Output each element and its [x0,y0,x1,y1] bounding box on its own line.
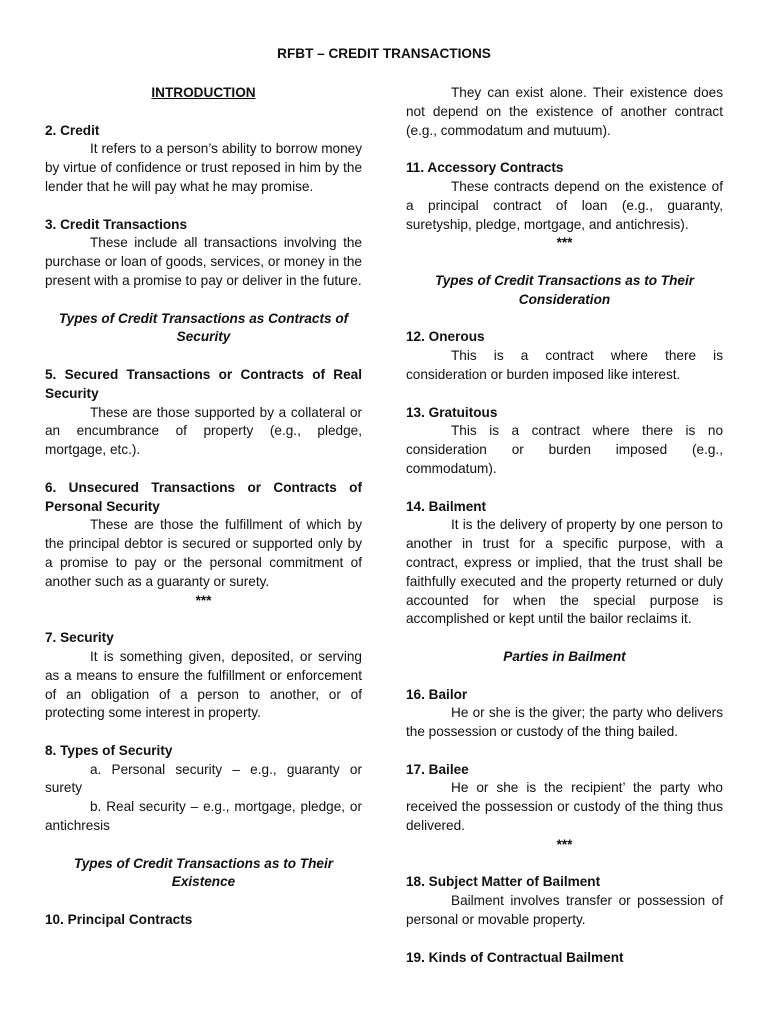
subheading-contracts-of-security: Types of Credit Transactions as Contracts of Security [58,310,349,345]
section-body-secured-transactions: These are those supported by a collateral or an encumbrance of property (e.g., pledge, mortgage, etc.). [45,404,362,458]
section-separator: *** [556,235,573,251]
section-body-bailment: It is the delivery of property by one person to another in trust for a specific purpose, with a contract, express or implied, that the trust shall be faithfully executed and the property returned or duly accounted for when the special purpose is accomplished or kept until the bailor reclaims it. [406,517,723,627]
section-body-security: It is something given, deposited, or serving as a means to ensure the fulfillment or enforcement of an obligation of a person to another, or of protecting some interest in property. [45,648,362,721]
section-heading-bailment: 14. Bailment [406,498,487,514]
section-body-credit-transactions: These include all transactions involving the purchase or loan of goods, services, or money in the present with a promise to pay or deliver in the future. [45,235,362,288]
section-heading-accessory-contracts: 11. Accessory Contracts [406,160,564,176]
left-column [45,84,362,930]
section-heading-kinds-of-bailment: 19. Kinds of Contractual Bailment [406,949,624,965]
subheading-as-to-existence: Types of Credit Transactions as to Their Existence [73,855,334,890]
section-heading-gratuitous: 13. Gratuitous [406,404,498,420]
section-heading-unsecured-transactions: 6. Unsecured Transactions or Contracts of Personal Security [45,479,362,514]
section-body-unsecured-transactions: These are those the fulfillment of which by the principal debtor is secured or supported only by a promise to pay or the personal commitment of another such as a guaranty or surety. [45,517,362,589]
section-body-bailor: He or she is the giver; the party who delivers the possession or custody of the thing bailed. [406,705,723,740]
section-heading-onerous: 12. Onerous [406,329,485,345]
subheading-as-to-consideration: Types of Credit Transactions as to Their Consideration [434,272,695,307]
section-body-subject-matter: Bailment involves transfer or possession of personal or movable property. [406,893,723,928]
subheading-parties-in-bailment: Parties in Bailment [503,648,626,664]
section-heading-secured-transactions: 5. Secured Transactions or Contracts of Real Security [45,366,362,401]
document-title: RFBT – CREDIT TRANSACTIONS [277,46,491,61]
list-item-real-security: b. Real security – e.g., mortgage, pledge, or antichresis [45,799,362,834]
introduction-heading: INTRODUCTION [151,85,256,100]
section-heading-bailor: 16. Bailor [406,686,468,702]
section-body-credit: It refers to a person’s ability to borrow money by virtue of confidence or trust reposed in him by the lender that he will pay what he may promise. [45,141,362,194]
section-body-gratuitous: This is a contract where there is no consideration or burden imposed (e.g., commodatum). [406,423,723,476]
section-heading-security: 7. Security [45,630,114,646]
section-heading-principal-contracts: 10. Principal Contracts [45,912,193,928]
section-body-onerous: This is a contract where there is consideration or burden imposed like interest. [406,348,723,382]
right-column [406,84,723,967]
section-heading-subject-matter: 18. Subject Matter of Bailment [406,874,601,890]
list-item-personal-security: a. Personal security – e.g., guaranty or surety [45,761,362,796]
section-heading-bailee: 17. Bailee [406,761,469,777]
section-body-principal-contracts: They can exist alone. Their existence does not depend on the existence of another contract (e.g., commodatum and mutuum). [406,85,723,138]
section-heading-credit: 2. Credit [45,122,100,138]
section-body-bailee: He or she is the recipient’ the party who received the possession or custody of the thing thus delivered. [406,780,723,834]
section-separator: *** [195,592,212,608]
section-heading-types-of-security: 8. Types of Security [45,742,173,758]
section-body-accessory-contracts: These contracts depend on the existence of a principal contract of loan (e.g., guaranty, suretyship, pledge, mortgage, and antichresis). [406,178,723,232]
section-separator: *** [556,836,573,852]
section-heading-credit-transactions: 3. Credit Transactions [45,216,188,232]
